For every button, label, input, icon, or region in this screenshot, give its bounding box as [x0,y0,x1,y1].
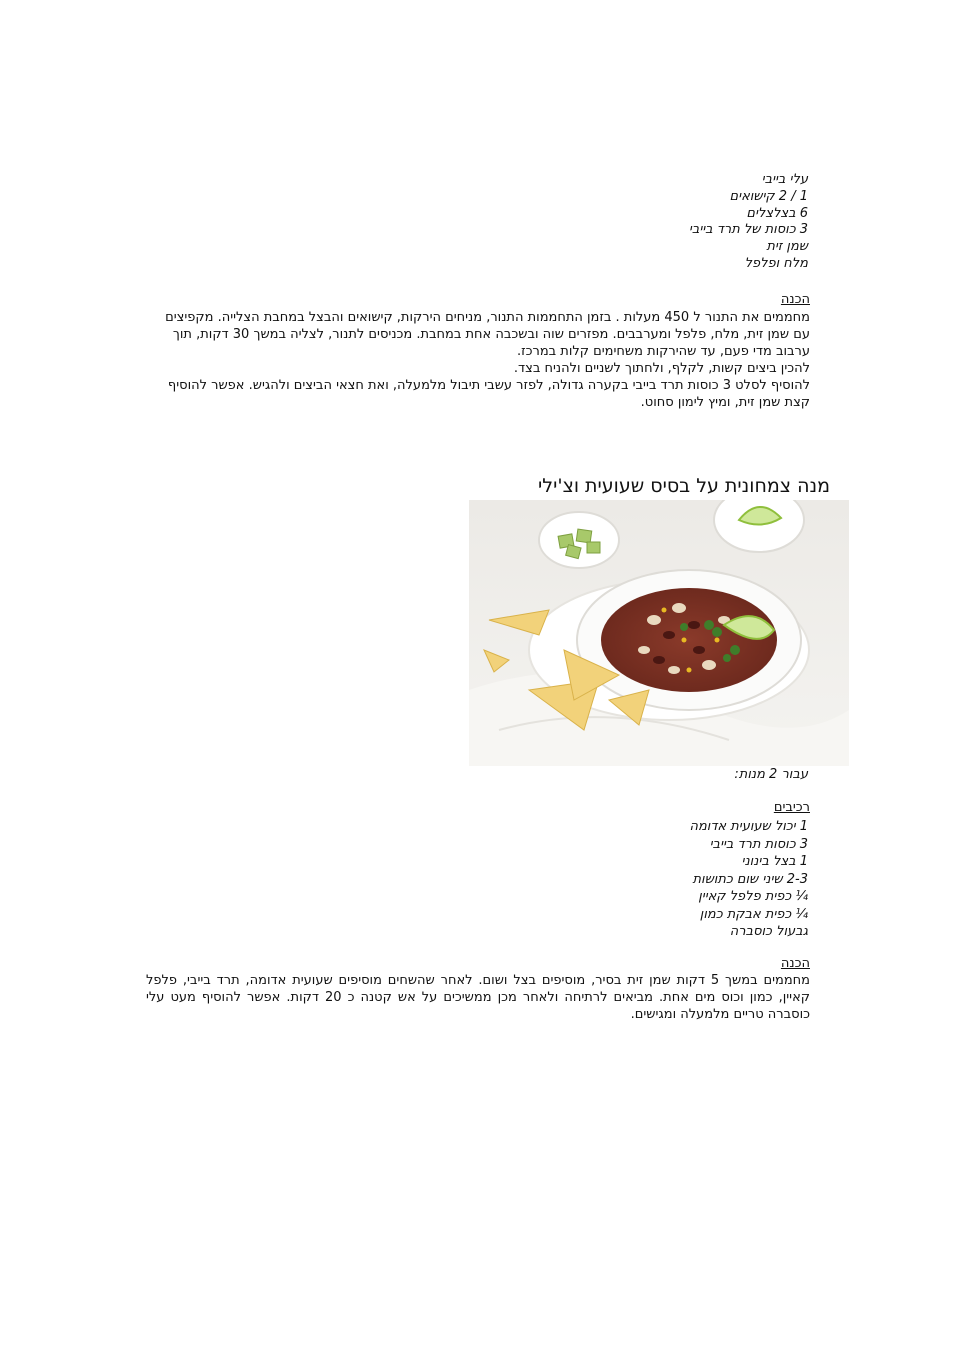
ingredient-item: 1 יכול שעועית אדומה [689,819,808,834]
recipe2-title: מנה צמחונית על בסיס שעועית וצ'ילי [538,475,830,497]
ingredient-item: 1 בצל בינוני [741,854,808,869]
recipe1-preparation-text [146,309,810,411]
ingredient-item: 2-3 שיני שום כתושות [692,871,808,887]
preparation-paragraph: מחממים את התנור ל 450 מעלות . בזמן התחממות התנור, מניחים הירקות, קישואים והבצל במחבת הצלייה. מקפיצים עם שמן זית, מלח, פלפל ומערבבים. מפזרים שוה ובשכבה אחת במחבת. מכניסים לתנור, לצליה במשך 30 דקות, תוך ערבוב מדי פעם, עד שהירקות משחימים קלות במרכז. [165,310,810,359]
ingredient-item: 1 / 2 קישואים [729,188,808,204]
recipe2-preparation-heading: הכנה [780,956,810,971]
recipe1-preparation-heading: הכנה [780,292,810,307]
ingredient-item: עלי בייבי [761,172,808,187]
chili-bean-bowl-photo [469,500,849,766]
recipe1-ingredient-list [508,172,808,273]
recipe2-servings: עבור 2 מנות: [734,767,808,782]
preparation-paragraph: להכין ביצים קשות, לקלף, ולחתוך לשניים ולהניח בצד. [513,361,810,376]
ingredient-item: מלח ופלפל [744,255,808,271]
food-photo-illustration [469,500,849,766]
ingredient-item: 6 בצלצלים [746,205,808,221]
recipe2-ingredients-heading: רכיבים [773,800,810,815]
ingredient-item: שמן זית [766,239,808,255]
ingredient-item: ¼ כפית אבקת כמון [699,906,808,922]
preparation-paragraph: מחממים במשך 5 דקות שמן זית בסיר, מוסיפים בצל ושום. לאחר שהשחים מוסיפים שעועית אדומה, תרד בייבי, פלפל קאיין, כמון וכוס מים אחת. מביאים לרתיחה ולאחר מכן ממשיכים על אש קטנה כ 20 דקות. אפשר להוסיף מעט עלי כוסברה טריים מלמעלה ומגישים. [146,973,810,1022]
recipe2-ingredient-list [508,818,808,941]
recipe2-preparation-text [146,972,810,1023]
ingredient-item: גבעול כוסברה [729,924,808,939]
ingredient-item: 3 כוסות של תרד בייבי [688,222,808,238]
ingredient-item: 3 כוסות תרד בייבי [709,836,808,852]
ingredient-item: ¼ כפית פלפל קאיין [698,889,808,904]
preparation-paragraph: להוסיף לסלט 3 כוסות תרד בייבי בקערה גדולה, לפזר עשבי תיבול מלמעלה, ואת חצאי הביצים ולהגיש. אפשר להוסיף קצת שמן זית, ומיץ לימון סחוט. [167,378,810,410]
